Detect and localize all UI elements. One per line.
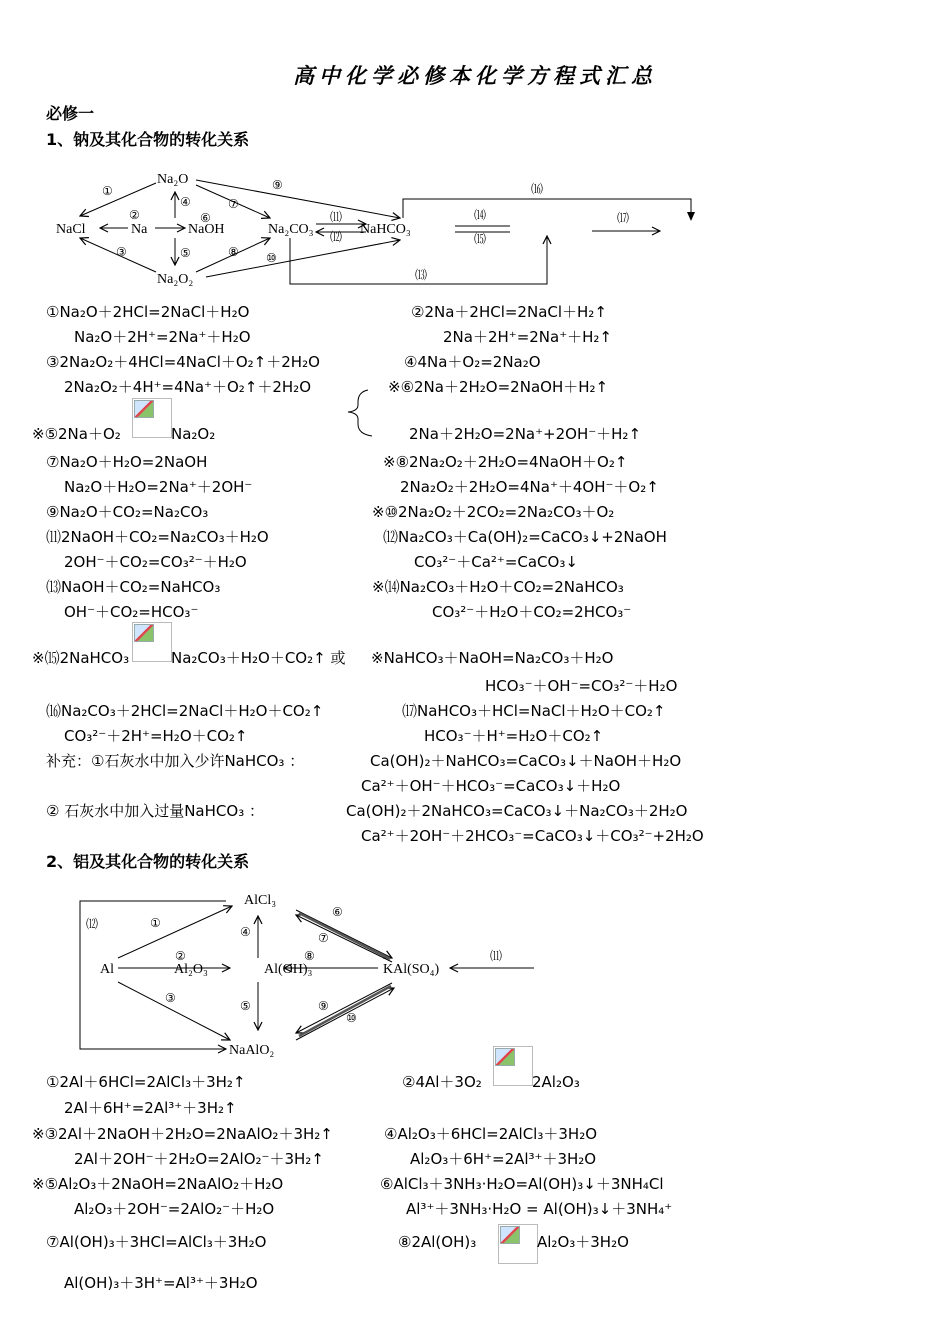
topic1-heading: 1、钠及其化合物的转化关系 — [46, 130, 250, 149]
label-2: ② — [129, 208, 140, 222]
equation: CO₃²⁻＋2H⁺=H₂O＋CO₂↑ — [64, 727, 248, 745]
equation: ② 石灰水中加入过量NaHCO₃ ： — [46, 802, 264, 820]
label-7: ⑦ — [228, 197, 239, 211]
node-naoh: NaOH — [188, 222, 225, 237]
node-na: Na — [131, 222, 148, 237]
equation: ※③2Al＋2NaOH＋2H₂O=2NaAlO₂＋3H₂↑ — [32, 1125, 333, 1143]
al-label-8: ⑧ — [304, 949, 315, 963]
label-15: ⒂ — [474, 232, 487, 246]
label-3: ③ — [116, 245, 127, 259]
equation: ※⑩2Na₂O₂＋2CO₂=2Na₂CO₃＋O₂ — [372, 503, 615, 521]
equation: ④4Na＋O₂=2Na₂O — [404, 353, 541, 371]
page-title: 高中化学必修本化学方程式汇总 — [293, 63, 657, 88]
node-al2o3: Al₂O₃ — [174, 962, 208, 977]
label-17: ⒄ — [617, 211, 630, 225]
equation: Na₂O＋2H⁺=2Na⁺＋H₂O — [74, 328, 251, 346]
equation: ⑿Na₂CO₃＋Ca(OH)₂=CaCO₃↓+2NaOH — [383, 528, 667, 546]
equation: ⑾2NaOH＋CO₂=Na₂CO₃＋H₂O — [46, 528, 269, 546]
label-16: ⒃ — [531, 182, 544, 196]
node-naalo2: NaAlO₂ — [229, 1043, 275, 1058]
equation: ※⒂2NaHCO₃ — [32, 649, 130, 667]
equation: Ca(OH)₂＋2NaHCO₃=CaCO₃↓＋Na₂CO₃＋2H₂O — [346, 802, 688, 820]
section-heading: 必修一 — [46, 104, 95, 123]
equation: ②4Al＋3O₂ — [402, 1073, 482, 1091]
equation: ※⑧2Na₂O₂＋2H₂O=4NaOH＋O₂↑ — [383, 453, 628, 471]
node-al: Al — [100, 962, 114, 977]
equation: HCO₃⁻＋H⁺=H₂O＋CO₂↑ — [424, 727, 604, 745]
equation: 补充：①石灰水中加入少许NaHCO₃ ： — [46, 752, 305, 770]
node-na2o: Na₂O — [157, 172, 189, 187]
equation: ⑥AlCl₃＋3NH₃·H₂O=Al(OH)₃↓＋3NH₄Cl — [380, 1175, 664, 1193]
label-10: ⑩ — [266, 251, 277, 265]
equation: 2Al₂O₃ — [532, 1073, 580, 1091]
label-9: ⑨ — [272, 178, 283, 192]
label-1: ① — [102, 184, 113, 198]
al-label-4: ④ — [240, 925, 251, 939]
label-5: ⑤ — [180, 246, 191, 260]
equation: ⑧2Al(OH)₃ — [398, 1233, 477, 1251]
equation: ※⑥2Na＋2H₂O=2NaOH＋H₂↑ — [388, 378, 609, 396]
equation: ⒃Na₂CO₃＋2HCl=2NaCl＋H₂O＋CO₂↑ — [46, 702, 324, 720]
equation: ③2Na₂O₂＋4HCl=4NaCl＋O₂↑＋2H₂O — [46, 353, 320, 371]
equation: ⑦Al(OH)₃＋3HCl=AlCl₃＋3H₂O — [46, 1233, 267, 1251]
label-13: ⒀ — [415, 268, 428, 282]
equation: 2Na₂O₂＋4H⁺=4Na⁺＋O₂↑＋2H₂O — [64, 378, 312, 396]
equation: ※⑤Al₂O₃＋2NaOH=2NaAlO₂＋H₂O — [32, 1175, 284, 1193]
al-arrow-9 — [296, 983, 392, 1033]
equation: Al(OH)₃＋3H⁺=Al³⁺＋3H₂O — [64, 1274, 258, 1292]
ignition-condition-image-icon — [493, 1046, 533, 1086]
al-label-7: ⑦ — [318, 931, 329, 945]
equation: Ca(OH)₂＋NaHCO₃=CaCO₃↓＋NaOH＋H₂O — [370, 752, 682, 770]
node-nacl: NaCl — [56, 222, 86, 237]
label-4: ④ — [180, 195, 191, 209]
equation: Al₂O₃＋6H⁺=2Al³⁺＋3H₂O — [410, 1150, 597, 1168]
equation: ①2Al＋6HCl=2AlCl₃＋3H₂↑ — [46, 1073, 246, 1091]
equation: ④Al₂O₃＋6HCl=2AlCl₃＋3H₂O — [384, 1125, 598, 1143]
al-label-2: ② — [175, 949, 186, 963]
equation: HCO₃⁻＋OH⁻=CO₃²⁻＋H₂O — [485, 677, 678, 695]
node-kal: KAl(SO₄) — [383, 962, 440, 977]
label-6: ⑥ — [200, 211, 211, 225]
al-label-3: ③ — [165, 991, 176, 1005]
equation: ①Na₂O＋2HCl=2NaCl＋H₂O — [46, 303, 250, 321]
topic2-heading: 2、铝及其化合物的转化关系 — [46, 852, 250, 871]
node-nahco3: NaHCO₃ — [360, 222, 411, 237]
equation: ※⑤2Na＋O₂ — [32, 425, 121, 443]
equation: 2Na＋2H₂O=2Na⁺+2OH⁻＋H₂↑ — [409, 425, 642, 443]
equation: ②2Na＋2HCl=2NaCl＋H₂↑ — [411, 303, 607, 321]
equation: 2Na₂O₂＋2H₂O=4Na⁺＋4OH⁻＋O₂↑ — [400, 478, 659, 496]
label-14: ⒁ — [474, 208, 487, 222]
equation: Al₂O₃＋2OH⁻=2AlO₂⁻＋H₂O — [74, 1200, 275, 1218]
node-na2o2: Na₂O₂ — [157, 272, 194, 287]
node-na2co3: Na₂CO₃ — [268, 222, 314, 237]
label-12: ⑿ — [330, 230, 343, 244]
node-alcl3: AlCl₃ — [244, 893, 277, 908]
equation: CO₃²⁻＋H₂O＋CO₂=2HCO₃⁻ — [432, 603, 632, 621]
al-label-11: ⑾ — [490, 949, 503, 963]
equation: Na₂O＋H₂O=2Na⁺＋2OH⁻ — [64, 478, 253, 496]
equation: ⒀NaOH＋CO₂=NaHCO₃ — [46, 578, 221, 596]
equation: Al³⁺＋3NH₃·H₂O = Al(OH)₃↓＋3NH₄⁺ — [406, 1200, 673, 1218]
al-label-5: ⑤ — [240, 999, 251, 1013]
al-label-9: ⑨ — [318, 999, 329, 1013]
equation: CO₃²⁻＋Ca²⁺=CaCO₃↓ — [414, 553, 578, 571]
equation: ※⒁Na₂CO₃＋H₂O＋CO₂=2NaHCO₃ — [372, 578, 624, 596]
equation: OH⁻＋CO₂=HCO₃⁻ — [64, 603, 199, 621]
label-8: ⑧ — [228, 245, 239, 259]
equation: ⒄NaHCO₃＋HCl=NaCl＋H₂O＋CO₂↑ — [402, 702, 666, 720]
node-aloh3: Al(OH)₃ — [264, 962, 313, 977]
heat-condition-image-icon — [498, 1224, 538, 1264]
equation: ※NaHCO₃＋NaOH=Na₂CO₃＋H₂O — [371, 649, 614, 667]
al-label-1: ① — [150, 916, 161, 930]
equation: 2Al＋6H⁺=2Al³⁺＋3H₂↑ — [64, 1099, 237, 1117]
equation: ⑦Na₂O＋H₂O=2NaOH — [46, 453, 208, 471]
equation: 2Al＋2OH⁻＋2H₂O=2AlO₂⁻＋3H₂↑ — [74, 1150, 324, 1168]
equation: Na₂CO₃＋H₂O＋CO₂↑ 或 — [171, 649, 346, 667]
al-label-6: ⑥ — [332, 905, 343, 919]
equation: Na₂O₂ — [171, 425, 216, 443]
equation: Al₂O₃＋3H₂O — [537, 1233, 629, 1251]
label-11: ⑾ — [330, 210, 343, 224]
equation: ⑨Na₂O＋CO₂=Na₂CO₃ — [46, 503, 209, 521]
al-label-10: ⑩ — [346, 1011, 357, 1025]
al-label-12: ⑿ — [86, 917, 99, 931]
equation: 2Na＋2H⁺=2Na⁺＋H₂↑ — [443, 328, 612, 346]
equation: 2OH⁻＋CO₂=CO₃²⁻＋H₂O — [64, 553, 247, 571]
al-arrow-10 — [296, 988, 394, 1040]
equation: Ca²⁺＋OH⁻＋HCO₃⁻=CaCO₃↓＋H₂O — [361, 777, 621, 795]
equation: Ca²⁺＋2OH⁻＋2HCO₃⁻=CaCO₃↓＋CO₃²⁻+2H₂O — [361, 827, 704, 845]
